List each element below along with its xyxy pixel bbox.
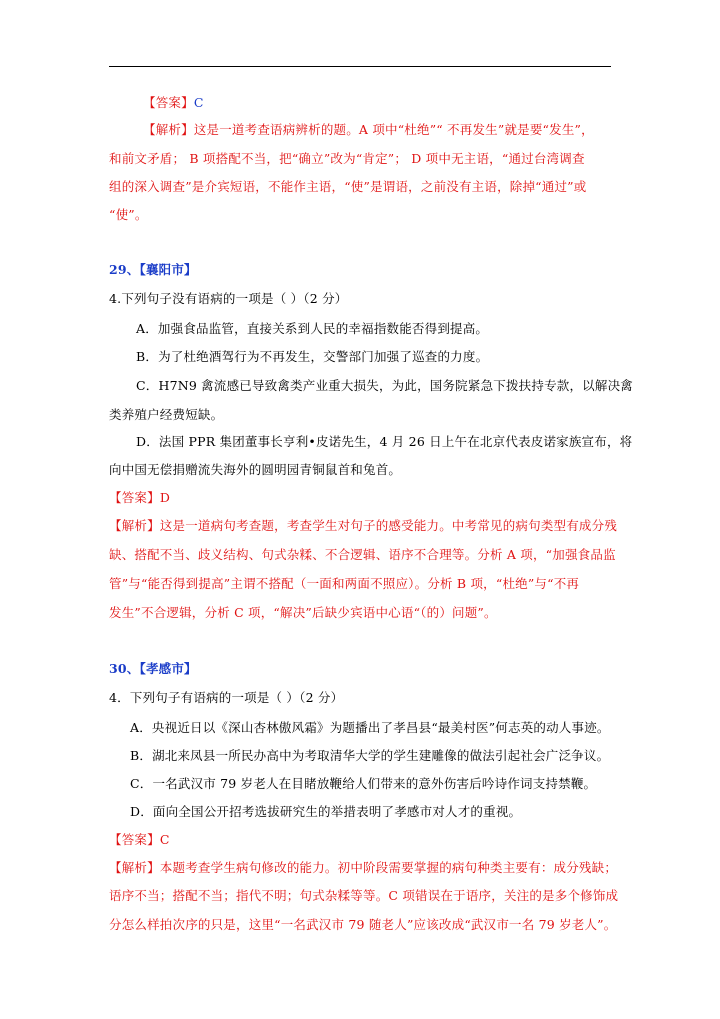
q30-answer	[109, 832, 170, 848]
answer-label: 【答案】	[143, 95, 194, 110]
q28-answer	[143, 95, 204, 111]
question-number: 30、	[109, 661, 140, 676]
q29-option-b: B．为了杜绝酒驾行为不再发生，交警部门加强了巡查的力度。	[136, 349, 489, 364]
q30-analysis-line-1: 【解析】本题考查学生病句修改的能力。初中阶段需要掌握的病句种类主要有：成分残缺；	[109, 860, 618, 875]
q29-analysis-line-3: 管”与“能否得到提高”主谓不搭配（一面和两面不照应）。分析 B 项，“杜绝”与“不再	[109, 576, 580, 591]
answer-value: D	[159, 490, 171, 505]
answer-label: 【答案】	[109, 832, 160, 847]
question-region: 【襄阳市】	[139, 262, 197, 277]
q29-analysis-line-4: 发生”不合逻辑，分析 C 项，“解决”后缺少宾语中心语“（的）问题”。	[109, 605, 497, 620]
answer-value: C	[193, 95, 204, 110]
q29-analysis-line-2: 缺、搭配不当、歧义结构、句式杂糅、不合逻辑、语序不合理等。分析 A 项，“加强食品监	[109, 547, 616, 562]
question-number: 29、	[109, 262, 140, 277]
q29-option-d-cont: 向中国无偿捐赠流失海外的圆明园青铜鼠首和兔首。	[109, 462, 402, 477]
answer-label: 【答案】	[109, 490, 160, 505]
q30-option-d: D．面向全国公开招考选拔研究生的举措表明了孝感市对人才的重视。	[130, 804, 522, 819]
q29-answer	[109, 490, 170, 506]
header-rule	[109, 66, 611, 67]
q28-analysis-line-1: 【解析】这是一道考查语病辨析的题。A 项中“杜绝”“ 不再发生”就是要“发生”，	[143, 122, 594, 137]
q29-option-a: A．加强食品监管，直接关系到人民的幸福指数能否得到提高。	[136, 321, 489, 336]
q28-analysis-line-3: 组的深入调查”是介宾短语，不能作主语，“使”是谓语，之前没有主语，除掉“通过”或	[109, 179, 587, 194]
q29-analysis-line-1: 【解析】这是一道病句考查题，考查学生对句子的感受能力。中考常见的病句类型有成分残	[109, 518, 618, 533]
q29-option-c: C．H7N9 禽流感已导致禽类产业重大损失，为此，国务院紧急下拨扶持专款，以解决禽	[136, 378, 633, 393]
q29-option-c-cont: 类养殖户经费短缺。	[109, 407, 224, 422]
q30-analysis-line-3: 分怎么样拍次序的只是，这里“一名武汉市 79 随老人”应该改成“武汉市一名 79 岁老人”。	[109, 917, 617, 932]
q30-heading	[109, 661, 197, 677]
analysis-label: 【解析】	[109, 518, 160, 533]
q29-option-d: D．法国 PPR 集团董事长亨利•皮诺先生，4 月 26 日上午在北京代表皮诺家族宣布，将	[136, 434, 633, 449]
q30-option-c: C．一名武汉市 79 岁老人在目睹放鞭给人们带来的意外伤害后吟诗作词支持禁鞭。	[130, 776, 597, 791]
q28-analysis-line-4: “使”。	[109, 207, 148, 222]
question-region: 【孝感市】	[139, 661, 197, 676]
answer-value: C	[159, 832, 170, 847]
analysis-label: 【解析】	[109, 860, 160, 875]
q29-heading	[109, 262, 197, 278]
q29-stem: 4.下列句子没有语病的一项是（ ）（2 分）	[109, 291, 348, 306]
q30-option-a: A．央视近日以《深山杏林傲风霜》为题播出了孝昌县“最美村医”何志英的动人事迹。	[130, 720, 610, 735]
q30-analysis-line-2: 语序不当；搭配不当；指代不明；句式杂糅等等。C 项错误在于语序，关注的是多个修饰成	[109, 888, 619, 903]
q30-stem: 4．下列句子有语病的一项是（ ）（2 分）	[109, 690, 344, 705]
analysis-label: 【解析】	[143, 122, 194, 137]
q30-option-b: B．湖北来凤县一所民办高中为考取清华大学的学生建雕像的做法引起社会广泛争议。	[130, 748, 610, 763]
q28-analysis-line-2: 和前文矛盾； B 项搭配不当，把“确立”改为“肯定”； D 项中无主语，“通过台湾调查	[109, 151, 585, 166]
